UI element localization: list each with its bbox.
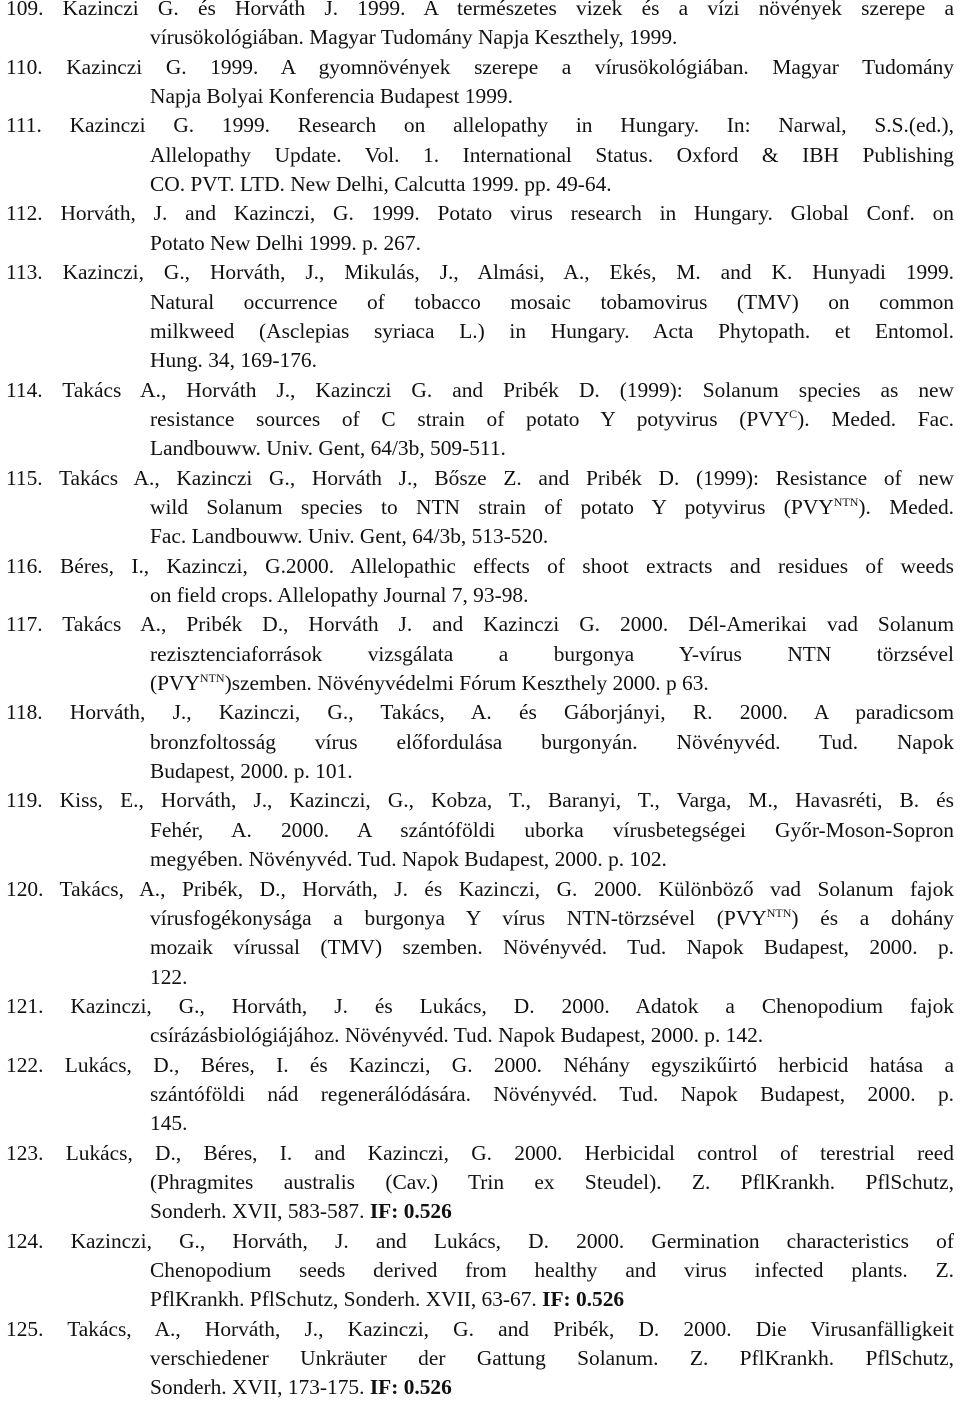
reference-continuation-line: Napja Bolyai Konferencia Budapest 1999. bbox=[150, 84, 513, 109]
reference-first-line: 112. Horváth, J. and Kazinczi, G. 1999. Potato virus research in Hungary. Global Conf. on bbox=[6, 201, 954, 226]
reference-continuation-line: mozaik vírussal (TMV) szemben. Növényvéd. Tud. Napok Budapest, 2000. p. bbox=[150, 935, 954, 960]
reference-first-line: 113. Kazinczi, G., Horváth, J., Mikulás, J., Almási, A., Ekés, M. and K. Hunyadi 1999. bbox=[6, 260, 954, 285]
reference-continuation-line: PflKrankh. PflSchutz, Sonderh. XVII, 63-67. IF: 0.526 bbox=[150, 1287, 625, 1312]
reference-first-line: 123. Lukács, D., Béres, I. and Kazinczi, G. 2000. Herbicidal control of terestrial reed bbox=[6, 1140, 954, 1165]
reference-first-line: 111. Kazinczi G. 1999. Research on allelopathy in Hungary. In: Narwal, S.S.(ed.), bbox=[6, 113, 954, 138]
reference-continuation-line: Sonderh. XVII, 583-587. IF: 0.526 bbox=[150, 1199, 452, 1224]
reference-continuation-line: 122. bbox=[150, 964, 188, 989]
reference-continuation-line: Budapest, 2000. p. 101. bbox=[150, 759, 353, 784]
reference-continuation-line: (Phragmites australis (Cav.) Trin ex Steudel). Z. PflKrankh. PflSchutz, bbox=[150, 1170, 954, 1194]
reference-continuation-line: megyében. Növényvéd. Tud. Napok Budapest, 2000. p. 102. bbox=[150, 847, 667, 872]
reference-continuation-line: Sonderh. XVII, 173-175. IF: 0.526 bbox=[150, 1375, 452, 1400]
reference-continuation-line: bronzfoltosság vírus előfordulása burgonyán. Növényvéd. Tud. Napok bbox=[150, 729, 954, 754]
reference-first-line: 110. Kazinczi G. 1999. A gyomnövények szerepe a vírusökológiában. Magyar Tudomány bbox=[6, 54, 954, 79]
reference-continuation-line: csírázásbiológiájához. Növényvéd. Tud. Napok Budapest, 2000. p. 142. bbox=[150, 1023, 764, 1048]
reference-first-line: 114. Takács A., Horváth J., Kazinczi G. and Pribék D. (1999): Solanum species as new bbox=[6, 377, 954, 402]
reference-continuation-line: vírusökológiában. Magyar Tudomány Napja Keszthely, 1999. bbox=[150, 25, 678, 50]
reference-continuation-line: verschiedener Unkräuter der Gattung Solanum. Z. PflKrankh. PflSchutz, bbox=[150, 1346, 954, 1371]
reference-first-line: 122. Lukács, D., Béres, I. és Kazinczi, G. 2000. Néhány egyszikűirtó herbicid hatása a bbox=[6, 1052, 954, 1077]
reference-first-line: 118. Horváth, J., Kazinczi, G., Takács, A. és Gáborjányi, R. 2000. A paradicsom bbox=[6, 700, 954, 725]
reference-first-line: 116. Béres, I., Kazinczi, G.2000. Allelopathic effects of shoot extracts and residues of weeds bbox=[6, 553, 954, 578]
reference-continuation-line: szántóföldi nád regenerálódására. Növényvéd. Tud. Napok Budapest, 2000. p. bbox=[150, 1081, 954, 1106]
reference-continuation-line: Hung. 34, 169-176. bbox=[150, 348, 317, 373]
reference-continuation-line: resistance sources of C strain of potato Y potyvirus $(PVY^C)$. Meded. Fac. bbox=[150, 406, 954, 431]
reference-continuation-line: Potato New Delhi 1999. p. 267. bbox=[150, 230, 421, 255]
reference-continuation-line: Chenopodium seeds derived from healthy and virus infected plants. Z. bbox=[150, 1258, 954, 1283]
reference-continuation-line: Fehér, A. 2000. A szántóföldi uborka vírusbetegségei Győr-Moson-Sopron bbox=[150, 817, 954, 842]
reference-first-line: 119. Kiss, E., Horváth, J., Kazinczi, G., Kobza, T., Baranyi, T., Varga, M., Havasréti, B. és bbox=[6, 788, 954, 813]
reference-continuation-line: CO. PVT. LTD. New Delhi, Calcutta 1999. pp. 49-64. bbox=[150, 172, 612, 197]
reference-continuation-line: vírusfogékonysága a burgonya Y vírus NTN-törzsével $(PVY^{NTN})$ és a dohány bbox=[150, 905, 954, 930]
reference-first-line: 109. Kazinczi G. és Horváth J. 1999. A természetes vizek és a vízi növények szerepe a bbox=[6, 0, 954, 20]
reference-continuation-line: Landbouww. Univ. Gent, 64/3b, 509-511. bbox=[150, 436, 506, 461]
reference-continuation-line: 145. bbox=[150, 1111, 188, 1136]
reference-continuation-line: wild Solanum species to NTN strain of potato Y potyvirus $(PVY^{NTN})$. Meded. bbox=[150, 494, 954, 519]
reference-continuation-line: Allelopathy Update. Vol. 1. International Status. Oxford & IBH Publishing bbox=[150, 142, 954, 167]
reference-first-line: 117. Takács A., Pribék D., Horváth J. and Kazinczi G. 2000. Dél-Amerikai vad Solanum bbox=[6, 612, 954, 637]
reference-continuation-line: Fac. Landbouww. Univ. Gent, 64/3b, 513-520. bbox=[150, 524, 549, 549]
reference-continuation-line: Natural occurrence of tobacco mosaic tobamovirus (TMV) on common bbox=[150, 289, 954, 314]
reference-continuation-line: milkweed (Asclepias syriaca L.) in Hungary. Acta Phytopath. et Entomol. bbox=[150, 318, 954, 343]
reference-continuation-line: rezisztenciaforrások vizsgálata a burgonya Y-vírus NTN törzsével bbox=[150, 641, 954, 666]
reference-continuation-line: on field crops. Allelopathy Journal 7, 93-98. bbox=[150, 583, 529, 607]
reference-first-line: 121. Kazinczi, G., Horváth, J. és Lukács, D. 2000. Adatok a Chenopodium fajok bbox=[6, 993, 954, 1018]
reference-continuation-line: $(PVY^{NTN})szemben$. Növényvédelmi Fórum Keszthely 2000. p 63. bbox=[150, 671, 709, 696]
reference-first-line: 115. Takács A., Kazinczi G., Horváth J., Bősze Z. and Pribék D. (1999): Resistance of new bbox=[6, 465, 954, 490]
reference-first-line: 124. Kazinczi, G., Horváth, J. and Lukács, D. 2000. Germination characteristics of bbox=[6, 1228, 954, 1253]
reference-first-line: 120. Takács, A., Pribék, D., Horváth, J. és Kazinczi, G. 2000. Különböző vad Solanum fajok bbox=[6, 876, 954, 901]
reference-first-line: 125. Takács, A., Horváth, J., Kazinczi, G. and Pribék, D. 2000. Die Virusanfälligkeit bbox=[6, 1316, 954, 1341]
